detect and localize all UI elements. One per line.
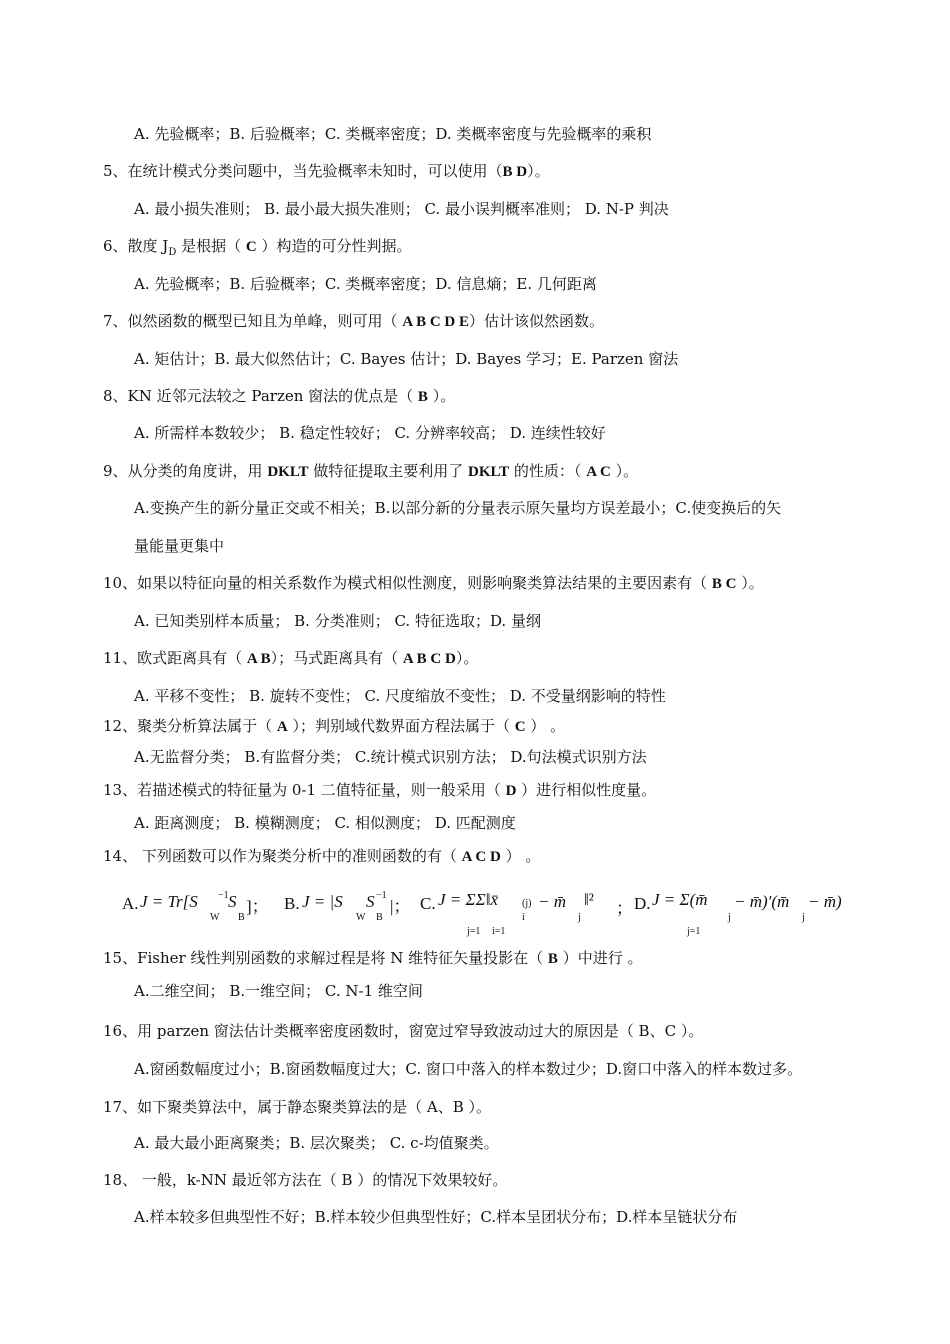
question-line [103, 161, 550, 182]
question-text: 17、如下聚类算法中，属于静态聚类算法的是（ A、B ）。 [103, 1098, 491, 1116]
question-text: ）。 [455, 649, 479, 667]
option-text: A. 距离测度； B. 模糊测度； C. 相似测度； D. 匹配测度 [134, 814, 516, 832]
formula-c-j: j [578, 912, 581, 923]
question-text: ）；马式距离具有（ [270, 649, 403, 667]
bold-term: DKLT [267, 464, 309, 480]
question-line [103, 311, 604, 332]
option-line [134, 1133, 499, 1153]
option-line [134, 747, 647, 767]
formula-c-i: i [522, 912, 525, 923]
option-line [134, 1059, 802, 1079]
question-text: 10、如果以特征向量的相关系数作为模式相似性测度，则影响聚类算法结果的主要因素有（ [103, 574, 712, 592]
question-text: 5、在统计模式分类问题中，当先验概率未知时，可以使用（ [103, 162, 503, 180]
answer: B [417, 389, 428, 405]
question-line [103, 716, 565, 737]
formula-d-j1: j [728, 912, 731, 923]
option-line [134, 423, 606, 443]
option-text: A. 已知类别样本质量； B. 分类准则； C. 特征选取；D. 量纲 [134, 612, 541, 630]
answer: B C [711, 576, 737, 592]
option-line [134, 611, 541, 631]
option-text: A. 所需样本数较少； B. 稳定性较好； C. 分辨率较高； D. 连续性较好 [134, 424, 606, 442]
question-text: 13、若描述模式的特征量为 0-1 二值特征量，则一般采用（ [103, 781, 506, 799]
option-text: A. 最小损失准则； B. 最小最大损失准则； C. 最小误判概率准则； D. N-P 判决 [134, 200, 669, 218]
question-line [103, 780, 656, 801]
formula-c: J = ΣΣ‖x̄ [438, 890, 499, 909]
answer: A B C D [402, 651, 456, 667]
question-line [103, 1170, 507, 1190]
question-line [103, 948, 642, 969]
question-text: ）估计该似然函数。 [469, 312, 605, 330]
question-text: ）。 [427, 387, 456, 405]
formula-a-w: W [210, 912, 220, 923]
option-line [134, 1207, 737, 1227]
formula-a-label: A. [122, 894, 139, 913]
option-text: 量能量更集中 [134, 537, 225, 555]
criterion-formulas [122, 882, 862, 940]
question-line [103, 648, 478, 669]
formula-b-s2: S [366, 892, 375, 911]
question-text: ）构造的可分性判据。 [256, 237, 412, 255]
question-text: ）；判别域代数界面方程法属于（ [287, 717, 515, 735]
answer: D [505, 783, 517, 799]
formula-c-lim2: i=1 [492, 926, 506, 937]
question-text: 的性质：（ [509, 462, 587, 480]
option-text: A.无监督分类； B.有监督分类； C.统计模式识别方法； D.句法模式识别方法 [134, 748, 647, 766]
answer: C [514, 719, 526, 735]
answer: A [276, 719, 288, 735]
question-text: 18、 一般，k-NN 最近邻方法在（ B ）的情况下效果较好。 [103, 1171, 508, 1189]
formula-b-sup: −1 [376, 890, 387, 901]
answer: A B [246, 651, 271, 667]
option-text: A. 矩估计；B. 最大似然估计；C. Bayes 估计；D. Bayes 学习；E. Parzen 窗法 [134, 350, 679, 368]
option-text: A. 最大最小距离聚类；B. 层次聚类； C. c-均值聚类。 [134, 1134, 499, 1152]
formula-b-b: B [376, 912, 383, 923]
formula-d-mid: − m̄)′(m̄ [734, 892, 790, 911]
formula-b: J = |S [302, 892, 343, 911]
option-text: A. 先验概率；B. 后验概率；C. 类概率密度；D. 信息熵；E. 几何距离 [134, 275, 597, 293]
formula-c-label: C. [420, 894, 436, 913]
question-text: ） 。 [500, 847, 541, 865]
option-line [134, 498, 781, 518]
question-text: 7、似然函数的概型已知且为单峰，则可用（ [103, 312, 403, 330]
question-text: 15、Fisher 线性判别函数的求解过程是将 N 维特征矢量投影在（ [103, 949, 548, 967]
formula-b-w: W [356, 912, 366, 923]
option-line [134, 274, 597, 294]
question-text: 是根据（ [176, 237, 246, 255]
question-text: ）。 [736, 574, 764, 592]
question-text: 12、聚类分析算法属于（ [103, 717, 277, 735]
formula-d: J = Σ(m̄ [652, 890, 708, 909]
question-text: ）。 [610, 462, 639, 480]
question-line [103, 573, 764, 594]
answer: A C D [461, 849, 501, 865]
question-text: 9、从分类的角度讲，用 [103, 462, 268, 480]
option-text: A.样本较多但典型性不好；B.样本较少但典型性好；C.样本呈团状分布；D.样本呈链状分布 [134, 1208, 738, 1226]
option-line [134, 981, 423, 1001]
question-text: 8、KN 近邻元法较之 Parzen 窗法的优点是（ [103, 387, 418, 405]
question-line [103, 386, 455, 407]
formula-a-sup: −1 [218, 890, 229, 901]
formula-b-end: |； [390, 897, 411, 916]
option-text: A.窗函数幅度过小；B.窗函数幅度过大；C. 窗口中落入的样本数过少；D.窗口中落入的样本数过多。 [134, 1060, 803, 1078]
formula-d-lim: j=1 [687, 926, 701, 937]
question-text: 14、 下列函数可以作为聚类分析中的准则函数的有（ [103, 847, 462, 865]
bold-term: DKLT [468, 464, 510, 480]
question-line [103, 461, 638, 482]
formula-a-end: ]； [246, 897, 269, 916]
question-text: 11、欧式距离具有（ [103, 649, 247, 667]
option-line [134, 536, 224, 556]
question-text: 6、散度 J [103, 237, 169, 255]
question-line [103, 1021, 703, 1041]
option-text: A.二维空间； B.一维空间； C. N-1 维空间 [134, 982, 423, 1000]
formula-d-end: − m̄) [808, 892, 842, 911]
answer: A B C D E [402, 314, 470, 330]
question-text: 做特征提取主要利用了 [308, 462, 469, 480]
option-text: A. 平移不变性； B. 旋转不变性； C. 尺度缩放不变性； D. 不受量纲影响的特性 [134, 687, 666, 705]
question-text: 16、用 parzen 窗法估计类概率密度函数时，窗宽过窄导致波动过大的原因是（ B、C ）。 [103, 1022, 704, 1040]
formula-a: J = Tr[S [140, 892, 198, 911]
answer: C [245, 239, 257, 255]
question-text: ）中进行 。 [557, 949, 643, 967]
formula-c-lim1: j=1 [467, 926, 481, 937]
option-text: A. 先验概率；B. 后验概率；C. 类概率密度；D. 类概率密度与先验概率的乘积 [134, 125, 652, 143]
formula-a-s2: S [228, 892, 237, 911]
formula-separator: ； [616, 899, 633, 918]
formula-c-end: ‖² [584, 890, 594, 909]
option-line [134, 349, 678, 369]
question-text: ） 。 [525, 717, 566, 735]
option-line [134, 199, 669, 219]
question-line [103, 846, 540, 867]
formula-c-idx: (j) [522, 898, 532, 909]
option-line [134, 813, 516, 833]
question-line [103, 1097, 491, 1117]
subscript: D [168, 247, 177, 258]
formula-a-b: B [238, 912, 245, 923]
answer: B [547, 951, 558, 967]
formula-d-j2: j [802, 912, 805, 923]
answer: A C [586, 464, 611, 480]
formula-c-mid: − m̄ [538, 892, 566, 911]
formula-b-label: B. [284, 894, 300, 913]
option-text: A.变换产生的新分量正交或不相关；B.以部分新的分量表示原矢量均方误差最小；C.使变换后的矢 [134, 499, 782, 517]
answer: B D [502, 164, 528, 180]
question-line [103, 236, 412, 263]
option-line [134, 686, 666, 706]
question-text: ）进行相似性度量。 [516, 781, 657, 799]
formula-d-label: D. [634, 894, 651, 913]
option-line [134, 124, 651, 144]
question-text: ）。 [527, 162, 550, 180]
